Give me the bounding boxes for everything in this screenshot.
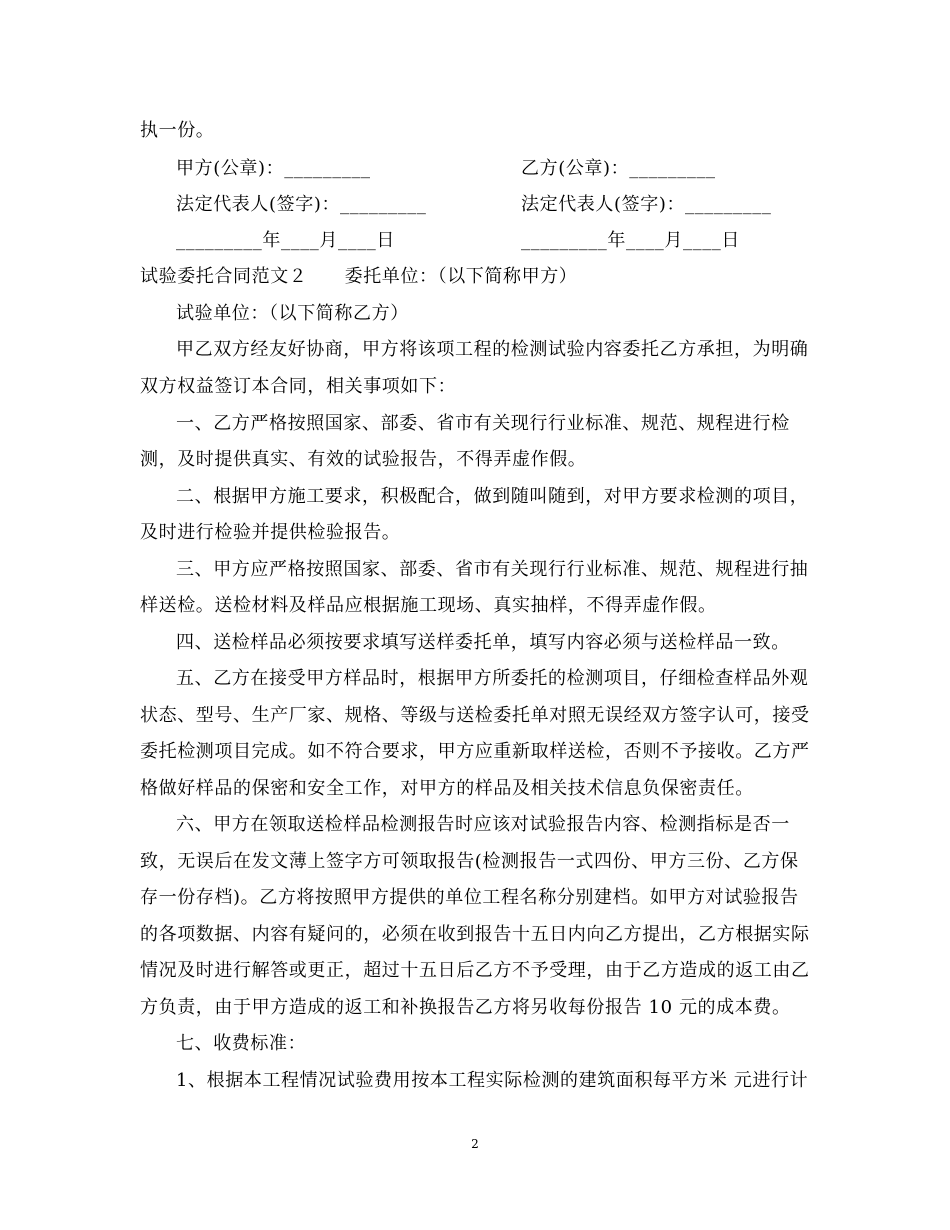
- party-b-seal-line: 乙方(公章)：_________: [521, 158, 716, 179]
- text-line: 及时进行检验并提供检验报告。: [140, 522, 401, 543]
- text-line: 样送检。送检材料及样品应根据施工现场、真实抽样，不得弄虚作假。: [140, 595, 717, 616]
- page-number: 2: [471, 1137, 479, 1151]
- party-a-date-line: _________年____月____日: [176, 230, 395, 251]
- text-line: 格做好样品的保密和安全工作，对甲方的样品及相关技术信息负保密责任。: [140, 778, 754, 799]
- text-line: 致，无误后在发文薄上签字方可领取报告(检测报告一式四份、甲方三份、乙方保: [140, 851, 799, 872]
- text-line: 状态、型号、生产厂家、规格、等级与送检委托单对照无误经双方签字认可，接受: [140, 705, 810, 726]
- text-line: 五、乙方在接受甲方样品时，根据甲方所委托的检测项目，仔细检查样品外观: [176, 668, 809, 689]
- party-b-representative-line: 法定代表人(签字)：_________: [521, 194, 772, 215]
- text-line: 四、送检样品必须按要求填写送样委托单，填写内容必须与送检样品一致。: [176, 632, 790, 653]
- party-b-date-line: _________年____月____日: [521, 230, 740, 251]
- party-a-representative-line: 法定代表人(签字)：_________: [176, 194, 427, 215]
- contract-title-line: 试验委托合同范文２ 委托单位：（以下简称甲方）: [140, 266, 578, 287]
- text-line: 方负责，由于甲方造成的返工和补换报告乙方将另收每份报告 10 元的成本费。: [140, 997, 791, 1018]
- text-line: 执一份。: [140, 120, 215, 141]
- text-line: 一、乙方严格按照国家、部委、省市有关现行行业标准、规范、规程进行检: [176, 413, 790, 434]
- text-line: 的各项数据、内容有疑问的，必须在收到报告十五日内向乙方提出，乙方根据实际: [140, 924, 810, 945]
- text-line: 存一份存档)。乙方将按照甲方提供的单位工程名称分别建档。如甲方对试验报告: [140, 887, 799, 908]
- text-line: 测，及时提供真实、有效的试验报告，不得弄虚作假。: [140, 449, 587, 470]
- text-line: 二、根据甲方施工要求，积极配合，做到随叫随到，对甲方要求检测的项目，: [176, 486, 809, 507]
- text-line: 双方权益签订本合同，相关事项如下：: [140, 376, 457, 397]
- text-line: 甲乙双方经友好协商，甲方将该项工程的检测试验内容委托乙方承担，为明确: [176, 339, 809, 360]
- text-line: 七、收费标准：: [176, 1033, 307, 1054]
- text-line: 六、甲方在领取送检样品检测报告时应该对试验报告内容、检测指标是否一: [176, 814, 790, 835]
- text-line: 情况及时进行解答或更正，超过十五日后乙方不予受理，由于乙方造成的返工由乙: [140, 960, 810, 981]
- party-a-seal-line: 甲方(公章)：_________: [176, 158, 371, 179]
- text-line: 1、根据本工程情况试验费用按本工程实际检测的建筑面积每平方米 元进行计: [176, 1070, 809, 1091]
- text-line: 委托检测项目完成。如不符合要求，甲方应重新取样送检，否则不予接收。乙方严: [140, 741, 810, 762]
- text-line: 试验单位：（以下简称乙方）: [176, 303, 409, 324]
- text-line: 三、甲方应严格按照国家、部委、省市有关现行行业标准、规范、规程进行抽: [176, 559, 809, 580]
